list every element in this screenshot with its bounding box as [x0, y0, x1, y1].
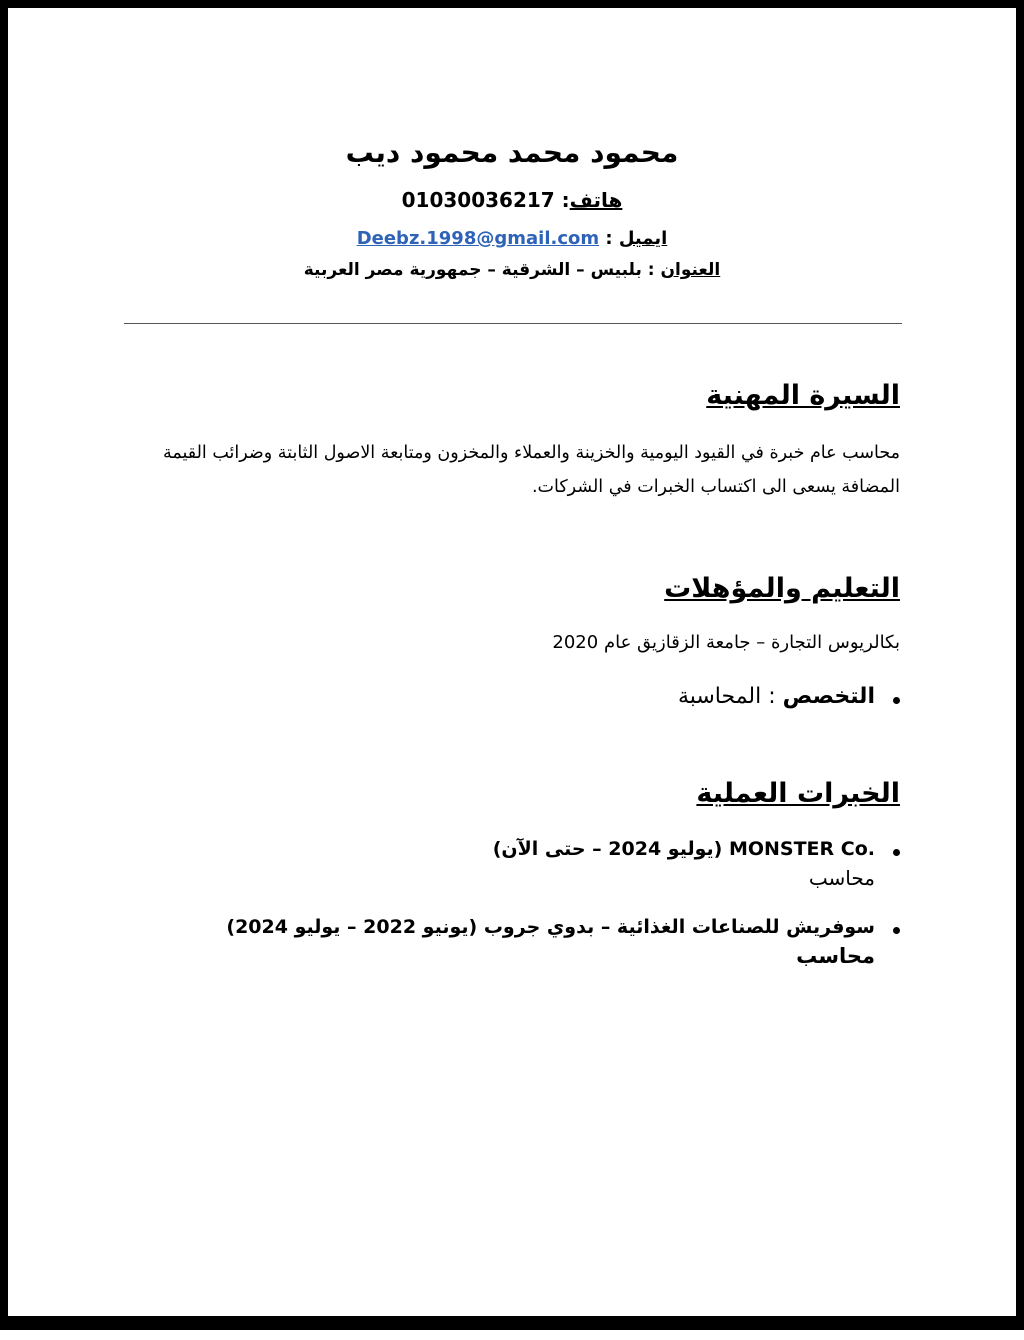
employment-period: (يونيو 2022 – يوليو 2024): [226, 916, 478, 938]
major-label: التخصص: [782, 684, 875, 709]
employment-period: (يوليو 2024 – حتى الآن): [492, 838, 723, 860]
email-line: ايميل : Deebz.1998@gmail.com: [356, 228, 668, 249]
address-label: العنوان: [660, 260, 721, 280]
major-value: المحاسبة: [677, 684, 762, 709]
job-title: محاسب: [808, 866, 875, 890]
header-divider: [124, 323, 902, 324]
address-line: العنوان : بلبيس – الشرقية – جمهورية مصر العربية: [303, 260, 721, 280]
phone-label: هاتف: [569, 188, 623, 212]
bullet-icon: [893, 697, 900, 704]
company-name: سوفريش للصناعات الغذائية – بدوي جروب: [483, 916, 875, 938]
bullet-icon: [893, 849, 900, 856]
major-bullet: التخصص : المحاسبة: [678, 684, 900, 709]
phone-line: هاتف: 01030036217: [401, 188, 623, 212]
job-title: محاسب: [796, 944, 875, 968]
experience-item: [493, 838, 900, 890]
document-page: [8, 8, 1016, 1316]
bottom-strip: [0, 1330, 1024, 1340]
education-heading: التعليم والمؤهلات: [664, 573, 900, 604]
phone-value: 01030036217: [401, 188, 555, 212]
email-link[interactable]: Deebz.1998@gmail.com: [356, 228, 600, 249]
company-name: MONSTER Co.: [728, 838, 875, 860]
person-name: محمود محمد محمود ديب: [345, 136, 679, 169]
experience-item: [226, 916, 900, 968]
profile-text: محاسب عام خبرة في القيود اليومية والخزينة والعملاء والمخزون ومتابعة الاصول الثابتة وضرائب القيمة المضافة يسعى الى اكتساب الخبرات في الشركات.: [162, 443, 900, 497]
email-label: ايميل: [618, 228, 668, 249]
bullet-icon: [893, 927, 900, 934]
profile-heading: السيرة المهنية: [706, 380, 900, 411]
degree-line: بكالريوس التجارة – جامعة الزقازيق عام 2020: [552, 632, 900, 653]
address-value: بلبيس – الشرقية – جمهورية مصر العربية: [303, 260, 642, 280]
experience-heading: الخبرات العملية: [696, 778, 900, 809]
